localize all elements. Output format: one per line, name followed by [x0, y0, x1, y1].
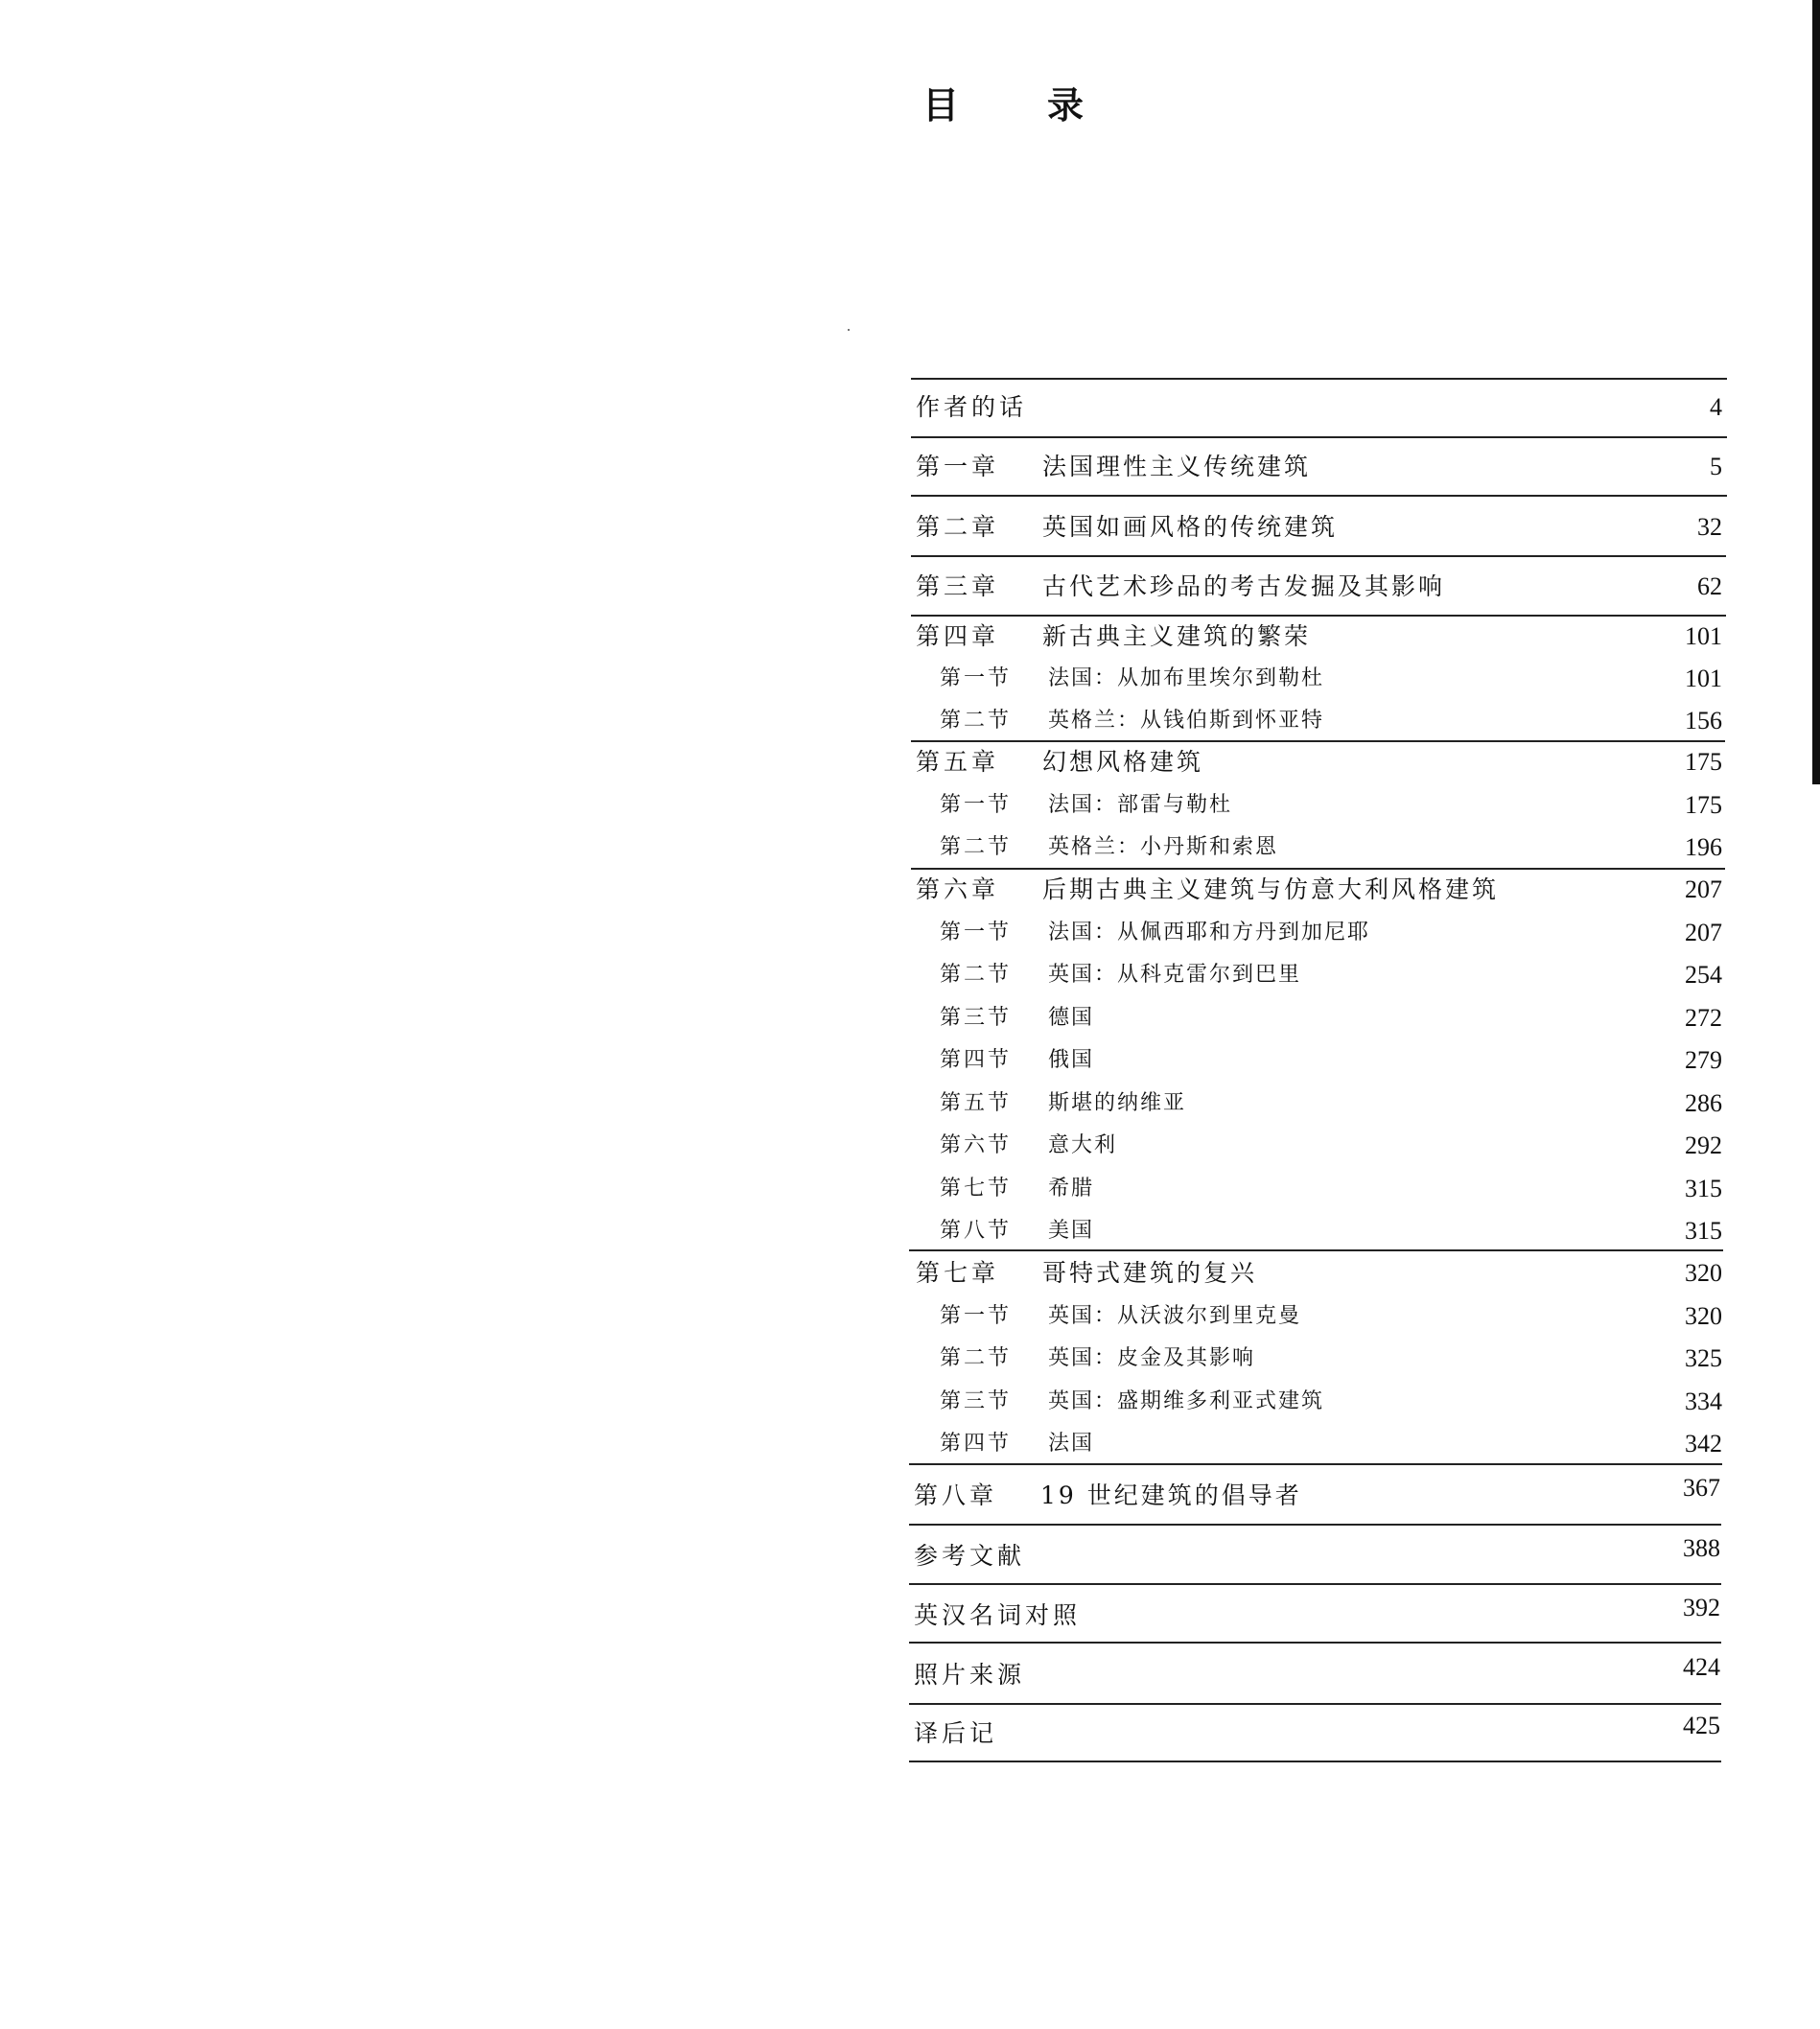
entry-title: 俄国	[1048, 1048, 1095, 1072]
page-number: 5	[1710, 453, 1722, 480]
toc-section[interactable]	[911, 1297, 1726, 1336]
toc-chapter-2[interactable]	[911, 508, 1726, 547]
toc-section[interactable]	[911, 1425, 1726, 1463]
toc-chapter-7[interactable]	[911, 1254, 1726, 1293]
page-number: 425	[1683, 1712, 1720, 1739]
page-number: 342	[1685, 1430, 1722, 1458]
divider	[909, 1642, 1721, 1644]
page-number: 207	[1685, 875, 1722, 903]
toc-entry-afterword[interactable]	[909, 1714, 1724, 1753]
section-label: 第一节	[940, 921, 1013, 945]
divider	[911, 740, 1725, 742]
section-label: 第一节	[940, 1304, 1013, 1328]
title-char-1: 目	[922, 84, 960, 127]
chapter-label: 第七章	[916, 1259, 1000, 1287]
toc-section[interactable]	[911, 1127, 1726, 1165]
entry-title: 英格兰：小丹斯和索恩	[1048, 835, 1279, 859]
toc-section[interactable]	[911, 660, 1726, 698]
divider	[909, 1583, 1721, 1585]
toc-section[interactable]	[911, 1170, 1726, 1208]
toc-chapter-8[interactable]	[909, 1474, 1724, 1515]
entry-title: 斯堪的纳维亚	[1048, 1091, 1187, 1115]
entry-title: 译后记	[914, 1719, 998, 1747]
entry-title: 新古典主义建筑的繁荣	[1042, 622, 1312, 650]
section-label: 第七节	[940, 1177, 1013, 1201]
page-number: 325	[1685, 1344, 1722, 1372]
entry-title: 希腊	[1048, 1177, 1095, 1201]
section-label: 第六节	[940, 1133, 1013, 1157]
page-number: 392	[1683, 1594, 1720, 1621]
section-label: 第二节	[940, 1346, 1013, 1370]
page-number: 315	[1685, 1217, 1722, 1245]
entry-title: 英国：皮金及其影响	[1048, 1346, 1256, 1370]
toc-section[interactable]	[911, 1383, 1726, 1421]
toc-chapter-5[interactable]	[911, 743, 1726, 781]
chapter-label: 第三章	[916, 572, 1000, 600]
entry-title: 德国	[1048, 1006, 1095, 1030]
toc-section[interactable]	[911, 1084, 1726, 1123]
chapter-label: 第六章	[916, 875, 1000, 903]
chapter-label: 第一章	[916, 453, 1000, 480]
page-number: 334	[1685, 1388, 1722, 1415]
page-number: 101	[1685, 622, 1722, 650]
page-number: 196	[1685, 833, 1722, 861]
page-number: 272	[1685, 1004, 1722, 1032]
section-label: 第一节	[940, 793, 1013, 817]
toc-chapter-3[interactable]	[911, 568, 1726, 606]
divider	[909, 1524, 1721, 1526]
section-label: 第五节	[940, 1091, 1013, 1115]
toc-section[interactable]	[911, 702, 1726, 740]
divider	[909, 1463, 1722, 1465]
title-char-2: 录	[1047, 84, 1085, 127]
page-number: 292	[1685, 1131, 1722, 1159]
entry-title: 后期古典主义建筑与仿意大利风格建筑	[1042, 875, 1500, 903]
entry-title: 作者的话	[916, 393, 1028, 421]
page-number: 315	[1685, 1175, 1722, 1202]
toc-entry-author-note[interactable]	[911, 388, 1726, 427]
divider	[911, 495, 1727, 497]
page-number: 367	[1683, 1474, 1720, 1502]
section-label: 第三节	[940, 1389, 1013, 1413]
page-number: 286	[1685, 1089, 1722, 1117]
entry-title: 法国	[1048, 1432, 1095, 1456]
toc-chapter-1[interactable]	[911, 448, 1726, 486]
chapter-label: 第二章	[916, 513, 1000, 541]
section-label: 第二节	[940, 963, 1013, 987]
section-label: 第四节	[940, 1432, 1013, 1456]
entry-title: 参考文献	[914, 1542, 1026, 1570]
page-number: 4	[1710, 393, 1722, 421]
page-number: 320	[1685, 1259, 1722, 1287]
toc-chapter-6[interactable]	[911, 871, 1726, 909]
chapter-label: 第八章	[914, 1481, 998, 1509]
toc-entry-glossary[interactable]	[909, 1594, 1724, 1635]
toc-section[interactable]	[911, 914, 1726, 952]
divider	[911, 555, 1726, 557]
chapter-label: 第四章	[916, 622, 1000, 650]
divider	[911, 868, 1725, 870]
entry-title: 英汉名词对照	[914, 1601, 1082, 1629]
page-number: 279	[1685, 1046, 1722, 1074]
divider	[909, 1761, 1721, 1762]
section-label: 第二节	[940, 709, 1013, 733]
entry-title: 古代艺术珍品的考古发掘及其影响	[1042, 572, 1446, 600]
page-number: 388	[1683, 1534, 1720, 1562]
entry-title: 19 世纪建筑的倡导者	[1040, 1481, 1302, 1509]
toc-chapter-4[interactable]	[911, 618, 1726, 656]
entry-title: 美国	[1048, 1219, 1095, 1243]
toc-section[interactable]	[911, 999, 1726, 1038]
divider	[909, 1703, 1721, 1705]
entry-title: 英格兰：从钱伯斯到怀亚特	[1048, 709, 1325, 733]
section-label: 第二节	[940, 835, 1013, 859]
entry-title: 哥特式建筑的复兴	[1042, 1259, 1258, 1287]
toc-entry-photo-sources[interactable]	[909, 1653, 1724, 1694]
entry-title: 法国理性主义传统建筑	[1042, 453, 1312, 480]
toc-entry-references[interactable]	[909, 1534, 1724, 1575]
section-label: 第三节	[940, 1006, 1013, 1030]
divider	[911, 615, 1726, 617]
section-label: 第一节	[940, 666, 1013, 690]
page-number: 320	[1685, 1302, 1722, 1330]
page-number: 254	[1685, 961, 1722, 989]
page-number: 175	[1685, 748, 1722, 776]
toc-section[interactable]	[911, 1340, 1726, 1378]
divider	[911, 378, 1727, 380]
page-number: 101	[1685, 665, 1722, 692]
entry-title: 法国：从加布里埃尔到勒杜	[1048, 666, 1325, 690]
page-number: 207	[1685, 919, 1722, 946]
entry-title: 英国：盛期维多利亚式建筑	[1048, 1389, 1325, 1413]
entry-title: 照片来源	[914, 1661, 1026, 1689]
toc-section[interactable]	[911, 1041, 1726, 1080]
entry-title: 英国如画风格的传统建筑	[1042, 513, 1339, 541]
page-number: 156	[1685, 707, 1722, 735]
section-label: 第四节	[940, 1048, 1013, 1072]
entry-title: 意大利	[1048, 1133, 1118, 1157]
chapter-label: 第五章	[916, 748, 1000, 776]
page-number: 62	[1697, 572, 1722, 600]
entry-title: 英国：从科克雷尔到巴里	[1048, 963, 1302, 987]
toc-section[interactable]	[911, 828, 1726, 867]
toc-section[interactable]	[911, 1212, 1726, 1250]
entry-title: 法国：从佩西耶和方丹到加尼耶	[1048, 921, 1371, 945]
entry-title: 英国：从沃波尔到里克曼	[1048, 1304, 1302, 1328]
page-number: 424	[1683, 1653, 1720, 1681]
section-label: 第八节	[940, 1219, 1013, 1243]
page-number: 175	[1685, 791, 1722, 819]
entry-title: 法国：部雷与勒杜	[1048, 793, 1233, 817]
divider	[911, 436, 1727, 438]
entry-title: 幻想风格建筑	[1042, 748, 1204, 776]
toc-section[interactable]	[911, 956, 1726, 994]
page-number: 32	[1697, 513, 1722, 541]
toc-section[interactable]	[911, 786, 1726, 825]
